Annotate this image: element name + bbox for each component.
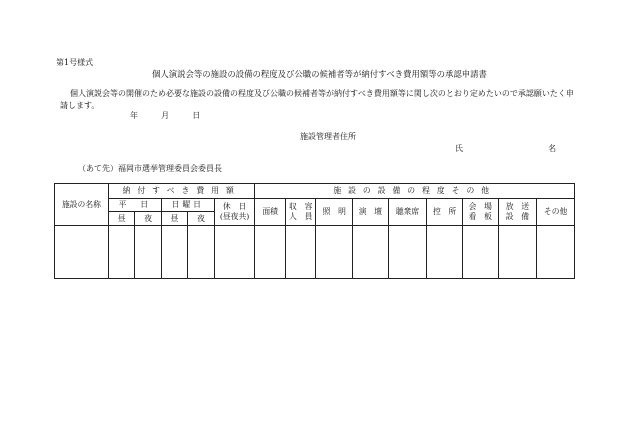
input-stage[interactable] <box>353 226 389 279</box>
name-label-first: 氏 <box>455 144 463 153</box>
input-sunday-night[interactable] <box>188 226 214 279</box>
form-number: 第1号様式 <box>56 58 94 67</box>
header-audience-seats: 聴衆席 <box>388 199 427 226</box>
header-facility-name: 施設の名称 <box>55 184 109 226</box>
header-other: その他 <box>537 199 575 226</box>
header-weekday: 平 日 <box>108 199 161 212</box>
input-holiday[interactable] <box>214 226 255 279</box>
header-stage: 演 壇 <box>353 199 389 226</box>
application-text: 個人演説会等の開催のため必要な施設の設備の程度及び公職の候補者等が納付すべき費用額等に関し次のとおり定めたいので承認願いたく申請します。 <box>60 89 574 110</box>
header-weekday-day: 昼 <box>108 212 134 226</box>
manager-name-line <box>455 143 556 154</box>
document-title: 個人演説会等の施設の設備の程度及び公職の候補者等が納付すべき費用額等の承認申請書 <box>152 69 487 79</box>
addressee: （あて先）福岡市選挙管理委員会委員長 <box>78 164 222 173</box>
manager-address-label: 施設管理者住所 <box>300 132 356 141</box>
date-year: 年 <box>130 111 138 120</box>
input-broadcast-equipment[interactable] <box>498 226 537 279</box>
header-sunday: 日曜日 <box>161 199 214 212</box>
input-waiting-room[interactable] <box>427 226 463 279</box>
header-venue-sign: 会 場 看 板 <box>462 199 498 226</box>
date-day: 日 <box>192 111 201 120</box>
header-waiting-room: 控 所 <box>427 199 463 226</box>
name-label-second: 名 <box>548 144 557 153</box>
header-broadcast-equipment: 放 送 設 備 <box>498 199 537 226</box>
header-sunday-night: 夜 <box>188 212 214 226</box>
input-area[interactable] <box>255 226 286 279</box>
header-fee: 納付すべき費用額 <box>108 184 255 199</box>
header-facility-details: 施設の設備の程度その他 <box>255 184 575 199</box>
input-weekday-night[interactable] <box>135 226 161 279</box>
header-lighting: 照 明 <box>316 199 353 226</box>
input-capacity[interactable] <box>285 226 316 279</box>
header-sunday-day: 昼 <box>161 212 187 226</box>
header-area: 面積 <box>255 199 286 226</box>
date-line <box>130 110 200 121</box>
input-facility-name[interactable] <box>55 226 109 279</box>
input-lighting[interactable] <box>316 226 353 279</box>
header-holiday: 休 日 (昼夜共) <box>214 199 255 226</box>
header-capacity: 収 容 人 員 <box>285 199 316 226</box>
input-weekday-day[interactable] <box>108 226 134 279</box>
header-weekday-night: 夜 <box>135 212 161 226</box>
input-other[interactable] <box>537 226 575 279</box>
input-venue-sign[interactable] <box>462 226 498 279</box>
input-sunday-day[interactable] <box>161 226 187 279</box>
input-audience-seats[interactable] <box>388 226 427 279</box>
application-table <box>54 183 575 279</box>
date-month: 月 <box>161 111 170 120</box>
